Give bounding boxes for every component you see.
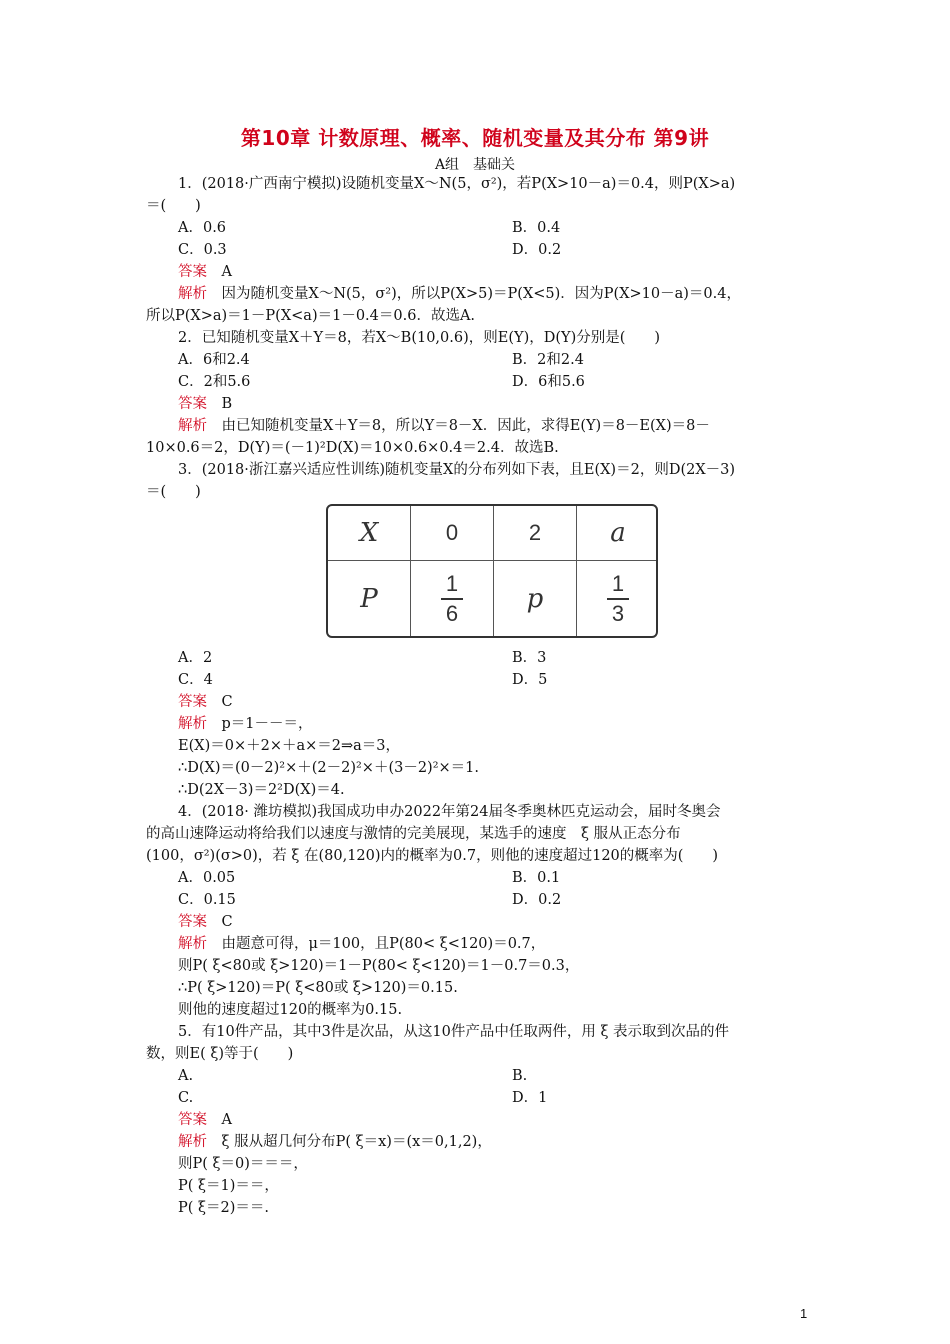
fraction-denominator: 3 bbox=[611, 600, 625, 626]
q2-option-c: C．2和5.6 bbox=[178, 374, 251, 390]
table-header-x: X bbox=[359, 518, 379, 548]
q3-stem: 3．(2018·浙江嘉兴适应性训练)随机变量X的分布列如下表，且E(X)＝2，则D(2X－3) bbox=[178, 462, 736, 478]
q4-option-c: C．0.15 bbox=[178, 892, 236, 908]
q2-stem: 2．已知随机变量X＋Y＝8，若X～B(10,0.6)，则E(Y)，D(Y)分别是( ) bbox=[178, 330, 661, 346]
q3-analysis-line: E(X)＝0×＋2×＋a×＝2⇒a＝3， bbox=[178, 738, 401, 754]
table-header-value: a bbox=[610, 518, 626, 548]
q1-stem-cont: ＝( ) bbox=[146, 198, 201, 214]
q3-option-b: B．3 bbox=[512, 650, 547, 666]
q4-answer bbox=[178, 912, 233, 932]
q1-option-d: D．0.2 bbox=[512, 242, 562, 258]
answer-label: 答案 bbox=[178, 264, 207, 280]
q1-analysis-cont: 所以P(X>a)＝1－P(X<a)＝1－0.4＝0.6．故选A. bbox=[146, 308, 476, 324]
q4-analysis-line: 则他的速度超过120的概率为0.15. bbox=[178, 1002, 403, 1018]
fraction bbox=[441, 571, 463, 627]
q4-analysis bbox=[178, 934, 545, 954]
table-row-label: P bbox=[360, 584, 378, 614]
answer-value: A bbox=[221, 264, 232, 280]
answer-label: 答案 bbox=[178, 914, 207, 930]
answer-value: B bbox=[221, 396, 233, 412]
q3-analysis-line: ∴D(2X－3)＝2²D(X)＝4. bbox=[178, 782, 345, 798]
q4-analysis-line: 则P( ξ<80或 ξ>120)＝1－P(80< ξ<120)＝1－0.7＝0.3， bbox=[178, 958, 580, 974]
q4-stem-cont: 的高山速降运动将给我们以速度与激情的完美展现，某选手的速度 ξ 服从正态分布 bbox=[146, 826, 681, 842]
analysis-label: 解析 bbox=[178, 286, 207, 302]
distribution-table bbox=[326, 504, 658, 638]
answer-value: A bbox=[221, 1112, 232, 1128]
q5-analysis bbox=[178, 1132, 492, 1152]
fraction bbox=[607, 571, 629, 627]
analysis-text: 由已知随机变量X＋Y＝8，所以Y＝8－X．因此，求得E(Y)＝8－E(X)＝8－ bbox=[221, 418, 710, 434]
q2-answer bbox=[178, 394, 232, 414]
answer-label: 答案 bbox=[178, 694, 207, 710]
page-title: 第10章 计数原理、概率、随机变量及其分布 第9讲 bbox=[240, 126, 710, 150]
fraction-numerator: 1 bbox=[611, 571, 625, 597]
answer-value: C bbox=[221, 694, 233, 710]
q5-stem: 5．有10件产品，其中3件是次品，从这10件产品中任取两件，用 ξ 表示取到次品的件 bbox=[178, 1024, 730, 1040]
fraction-bar bbox=[607, 598, 629, 600]
q5-answer bbox=[178, 1110, 232, 1130]
analysis-text: 因为随机变量X～N(5，σ²)，所以P(X>5)＝P(X<5)．因为P(X>10－a)＝0.4， bbox=[221, 286, 741, 302]
q1-option-c: C．0.3 bbox=[178, 242, 227, 258]
table-cell-prob: p bbox=[526, 584, 544, 614]
fraction-bar bbox=[441, 598, 463, 600]
analysis-label: 解析 bbox=[178, 936, 207, 952]
q5-analysis-line: P( ξ＝2)＝＝. bbox=[178, 1200, 269, 1216]
answer-value: C bbox=[221, 914, 233, 930]
q3-analysis-line: ∴D(X)＝(0－2)²×＋(2－2)²×＋(3－2)²×＝1. bbox=[178, 760, 480, 776]
q2-option-a: A．6和2.4 bbox=[178, 352, 250, 368]
q1-analysis bbox=[178, 284, 741, 304]
q3-analysis bbox=[178, 714, 313, 734]
analysis-text: p＝1－－＝， bbox=[221, 716, 313, 732]
q5-stem-cont: 数，则E( ξ)等于( ) bbox=[146, 1046, 294, 1062]
analysis-text: 由题意可得，μ＝100，且P(80< ξ<120)＝0.7， bbox=[221, 936, 546, 952]
q1-option-b: B．0.4 bbox=[512, 220, 561, 236]
table-cell-prob bbox=[577, 561, 658, 637]
page-number: 1 bbox=[800, 1306, 808, 1321]
q4-option-a: A．0.05 bbox=[178, 870, 236, 886]
q5-option-d: D．1 bbox=[512, 1090, 548, 1106]
q3-option-d: D．5 bbox=[512, 672, 548, 688]
analysis-label: 解析 bbox=[178, 1134, 207, 1150]
section-subtitle: A组 基础关 bbox=[434, 157, 516, 173]
q4-stem-cont: (100，σ²)(σ>0)，若 ξ 在(80,120)内的概率为0.7，则他的速度超过120的概率为( ) bbox=[146, 848, 719, 864]
q2-option-b: B．2和2.4 bbox=[512, 352, 584, 368]
analysis-label: 解析 bbox=[178, 418, 207, 434]
fraction-numerator: 1 bbox=[445, 571, 459, 597]
q3-answer bbox=[178, 692, 233, 712]
q1-answer bbox=[178, 262, 232, 282]
q4-analysis-line: ∴P( ξ>120)＝P( ξ<80或 ξ>120)＝0.15. bbox=[178, 980, 458, 996]
table-header-value: 0 bbox=[445, 520, 459, 545]
answer-label: 答案 bbox=[178, 1112, 207, 1128]
q3-option-a: A．2 bbox=[178, 650, 213, 666]
answer-label: 答案 bbox=[178, 396, 207, 412]
q2-analysis-cont: 10×0.6＝2，D(Y)＝(－1)²D(X)＝10×0.6×0.4＝2.4．故选B. bbox=[146, 440, 559, 456]
q4-option-d: D．0.2 bbox=[512, 892, 562, 908]
q2-option-d: D．6和5.6 bbox=[512, 374, 585, 390]
q5-option-c: C. bbox=[178, 1090, 194, 1106]
fraction-denominator: 6 bbox=[445, 600, 459, 626]
q3-stem-cont: ＝( ) bbox=[146, 484, 201, 500]
q5-analysis-line: P( ξ＝1)＝＝， bbox=[178, 1178, 279, 1194]
q4-stem: 4．(2018· 潍坊模拟)我国成功申办2022年第24届冬季奥林匹克运动会，届时冬奥会 bbox=[178, 804, 721, 820]
q1-option-a: A．0.6 bbox=[178, 220, 227, 236]
table-cell-prob bbox=[411, 561, 493, 637]
q5-option-a: A. bbox=[178, 1068, 194, 1084]
q4-option-b: B．0.1 bbox=[512, 870, 561, 886]
analysis-label: 解析 bbox=[178, 716, 207, 732]
q5-option-b: B. bbox=[512, 1068, 528, 1084]
q2-analysis bbox=[178, 416, 710, 436]
q3-option-c: C．4 bbox=[178, 672, 213, 688]
q5-analysis-line: 则P( ξ＝0)＝＝＝， bbox=[178, 1156, 308, 1172]
table-header-value: 2 bbox=[528, 520, 542, 545]
analysis-text: ξ 服从超几何分布P( ξ＝x)＝(x＝0,1,2)， bbox=[221, 1134, 492, 1150]
q1-stem: 1．(2018·广西南宁模拟)设随机变量X～N(5，σ²)，若P(X>10－a)＝0.4，则P(X>a) bbox=[178, 176, 736, 192]
